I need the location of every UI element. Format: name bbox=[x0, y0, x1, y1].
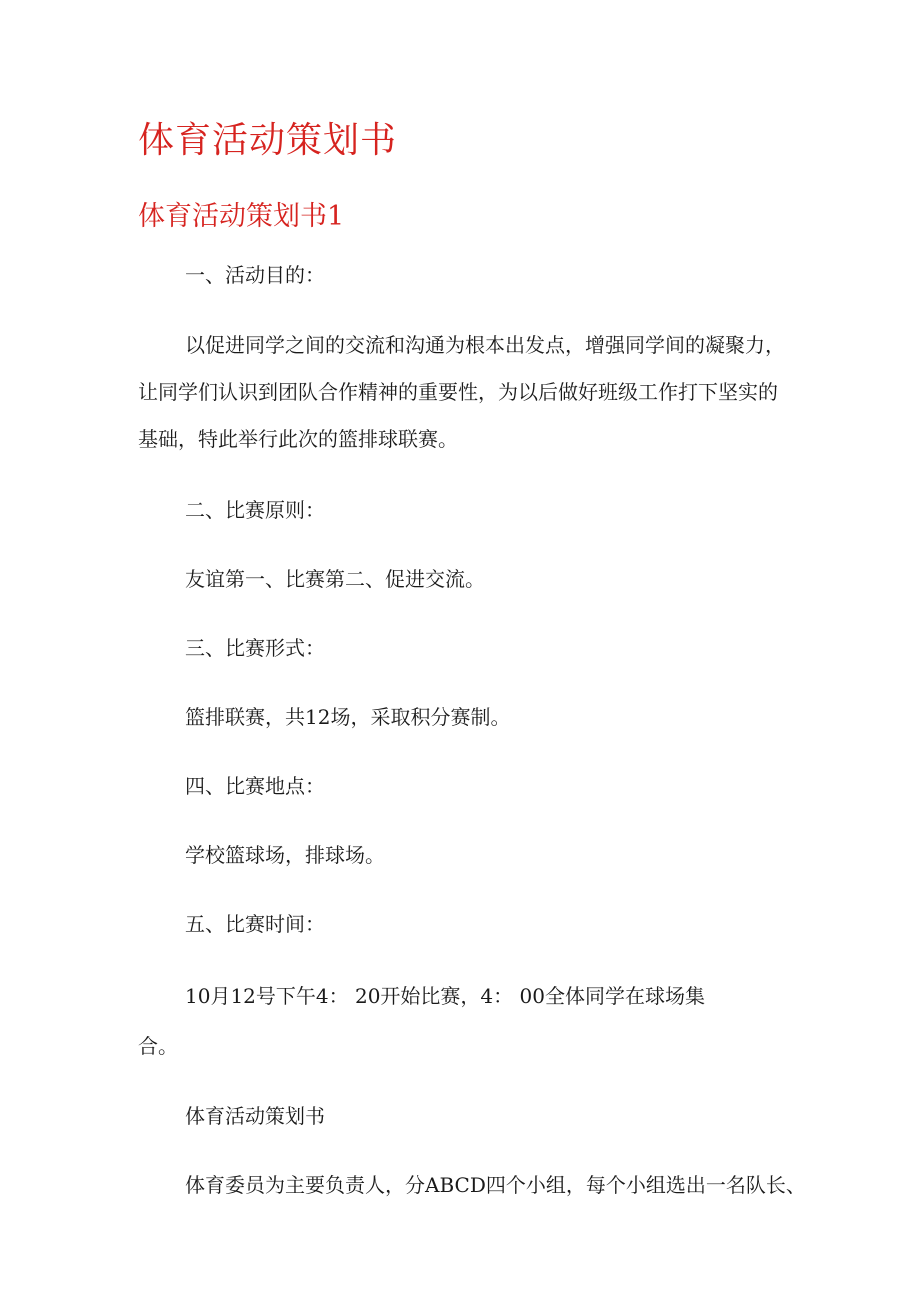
last-line: 体育委员为主要负责人，分ABCD四个小组，每个小组选出一名队长、 bbox=[185, 1173, 806, 1197]
section-1-line-2: 让同学们认识到团队合作精神的重要性，为以后做好班级工作打下坚实的 bbox=[138, 380, 778, 404]
section-1-line-3: 基础，特此举行此次的篮排球联赛。 bbox=[138, 427, 458, 451]
section-5-line-1: 10月12号下午4： 20开始比赛，4： 00全体同学在球场集 bbox=[185, 984, 705, 1008]
document-title: 体育活动策划书 bbox=[138, 120, 398, 161]
sub-title: 体育活动策划书 bbox=[185, 1104, 325, 1128]
document-subtitle: 体育活动策划书1 bbox=[138, 201, 345, 232]
section-1-line-1: 以促进同学之间的交流和沟通为根本出发点，增强同学间的凝聚力， bbox=[185, 333, 785, 357]
section-1-heading: 一、活动目的： bbox=[185, 263, 325, 287]
section-4-text: 学校篮球场，排球场。 bbox=[185, 843, 385, 867]
section-4-heading: 四、比赛地点： bbox=[185, 774, 325, 798]
section-1-paragraph bbox=[138, 322, 788, 463]
section-2-text: 友谊第一、比赛第二、促进交流。 bbox=[185, 567, 485, 591]
section-3-heading: 三、比赛形式： bbox=[185, 636, 325, 660]
section-5-heading: 五、比赛时间： bbox=[185, 912, 325, 936]
section-3-text: 篮排联赛，共12场，采取积分赛制。 bbox=[185, 705, 511, 729]
section-2-heading: 二、比赛原则： bbox=[185, 498, 325, 522]
section-5-line-2: 合。 bbox=[138, 1034, 178, 1058]
